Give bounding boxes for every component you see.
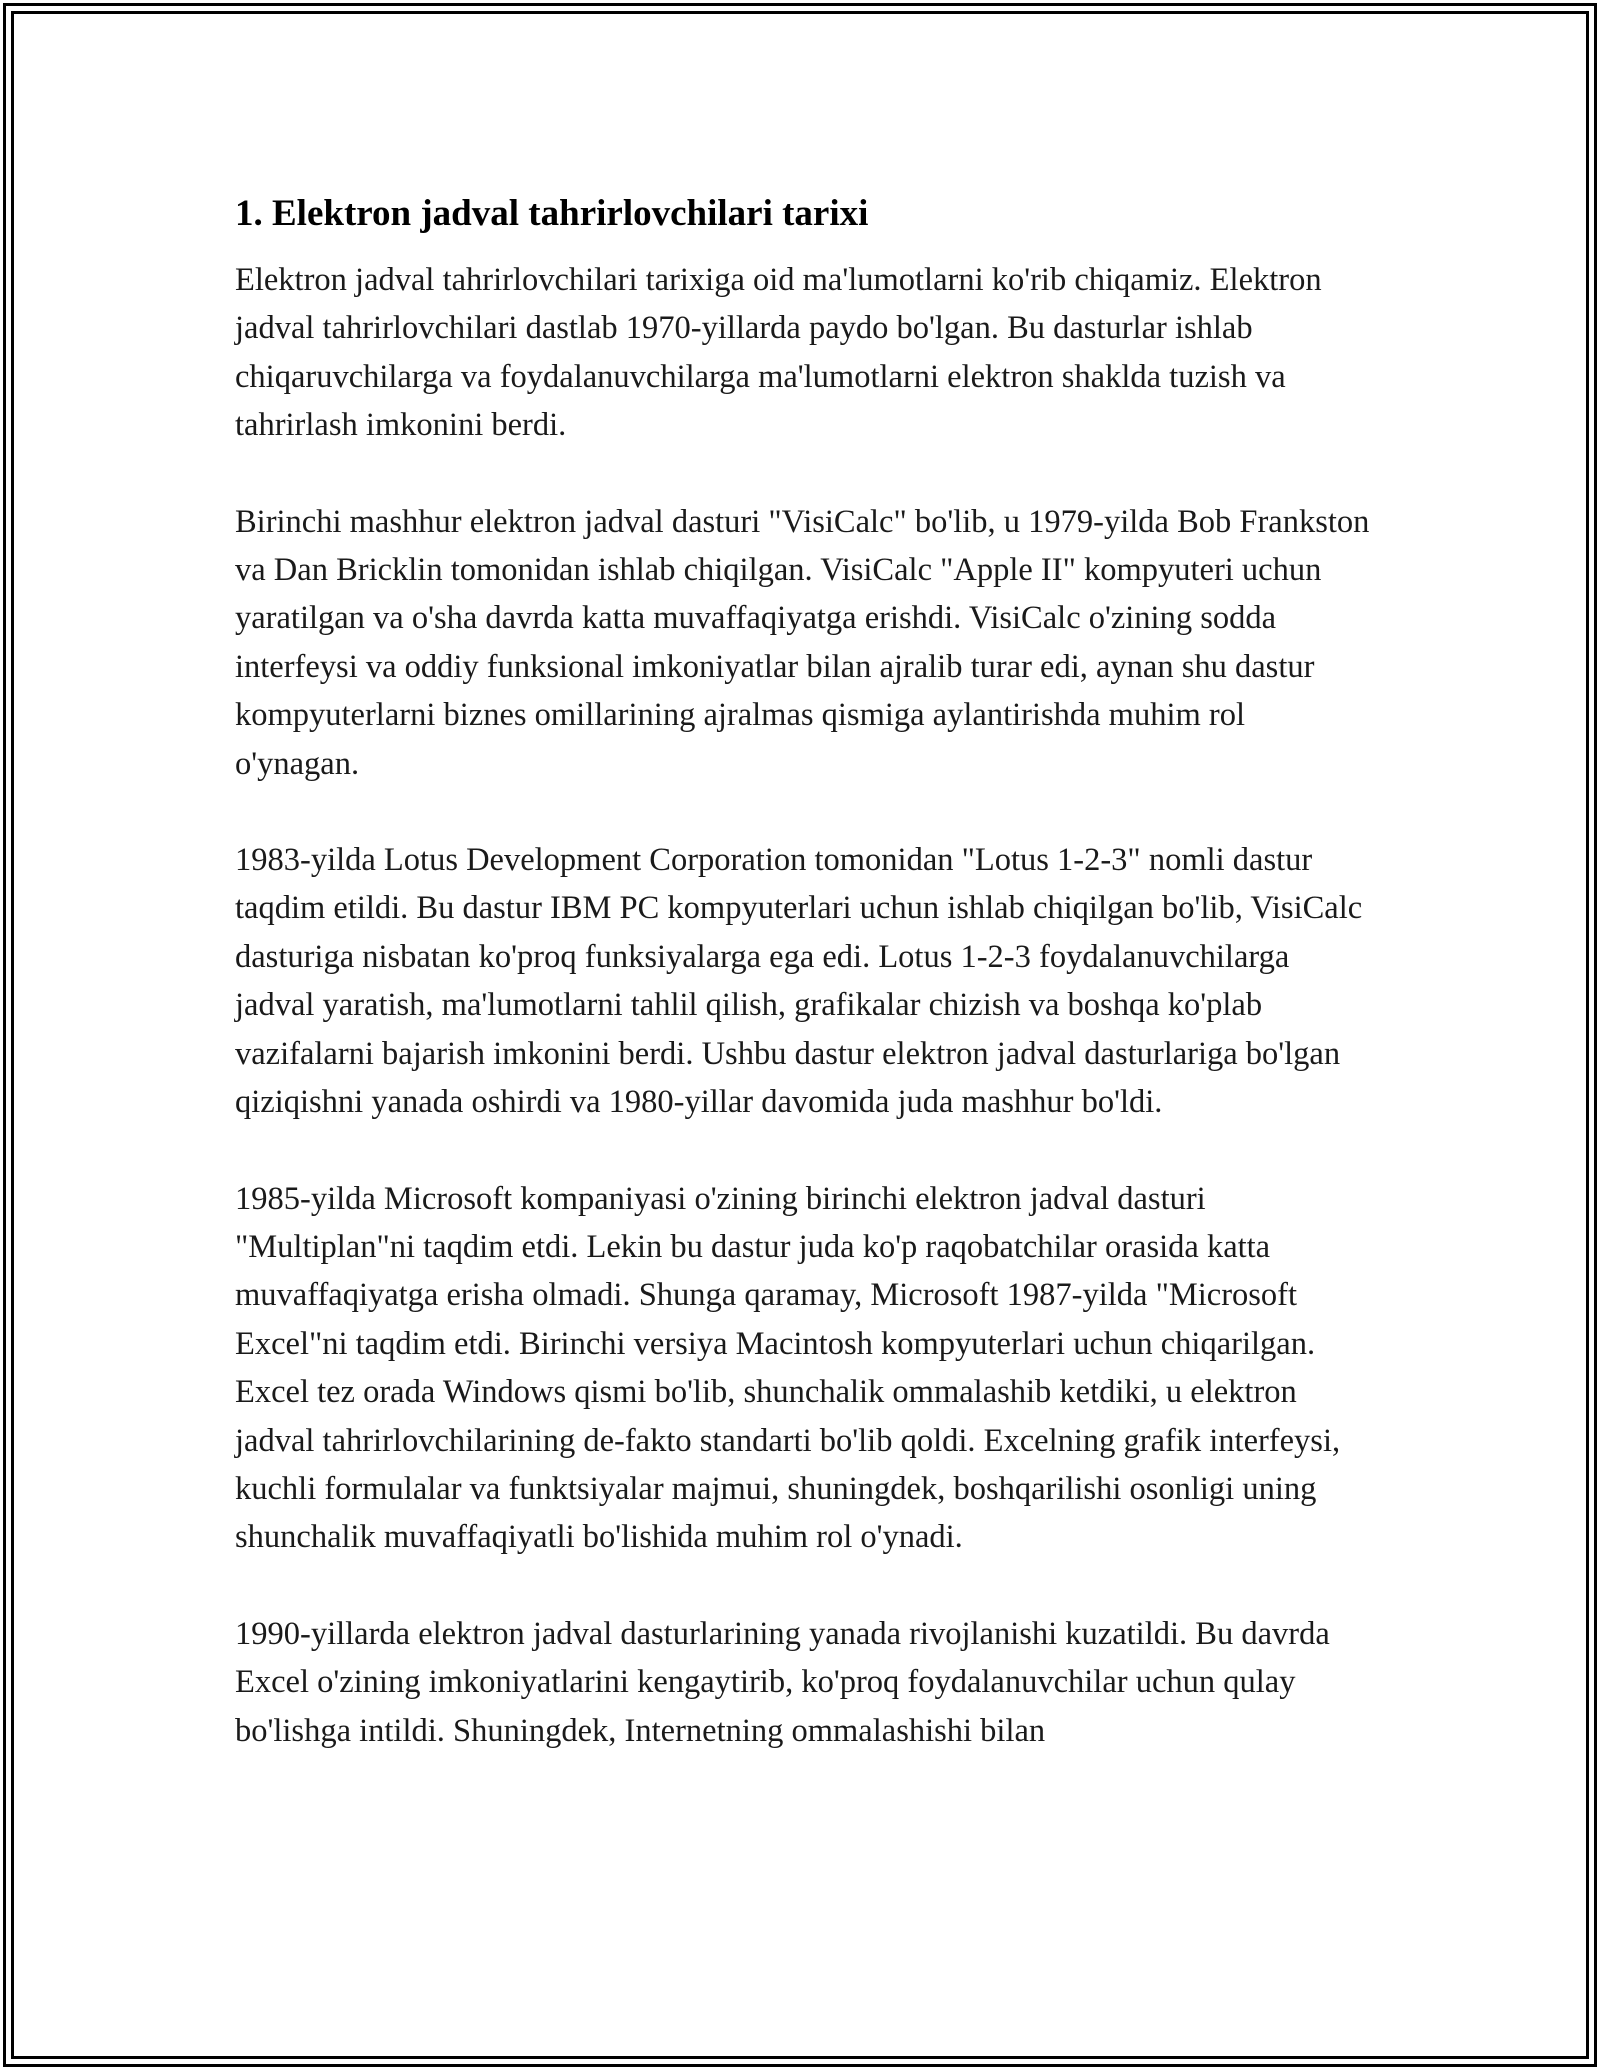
paragraph-1990s: 1990-yillarda elektron jadval dasturlarining yanada rivojlanishi kuzatildi. Bu davrda Excel o'zining imkoniyatlarini kengaytirib, ko'proq foydalanuvchilar uchun qulay bo'lishga intildi. Shuningdek, Internetning ommalashishi bilan <box>235 1615 1330 1749</box>
section-heading: 1. Elektron jadval tahrirlovchilari tarixi <box>235 193 869 234</box>
paragraph-excel: 1985-yilda Microsoft kompaniyasi o'zining birinchi elektron jadval dasturi "Multiplan"ni taqdim etdi. Lekin bu dastur juda ko'p raqobatchilar orasida katta muvaffaqiyatga erisha olmadi. Shunga qaramay, Microsoft 1987-yilda "Microsoft Excel"ni taqdim etdi. Birinchi versiya Macintosh kompyuterlari uchun chiqarilgan. Excel tez orada Windows qismi bo'lib, shunchalik ommalashib ketdiki, u elektron jadval tahrirlovchilarining de-fakto standarti bo'lib qoldi. Excelning grafik interfeysi, kuchli formulalar va funktsiyalar majmui, shuningdek, boshqarilishi osonligi uning shunchalik muvaffaqiyatli bo'lishida muhim rol o'ynadi. <box>235 1180 1341 1556</box>
paragraph-intro: Elektron jadval tahrirlovchilari tarixiga oid ma'lumotlarni ko'rib chiqamiz. Elektron jadval tahrirlovchilari dastlab 1970-yillarda paydo bo'lgan. Bu dasturlar ishlab chiqaruvchilarga va foydalanuvchilarga ma'lumotlarni elektron shaklda tuzish va tahrirlash imkonini berdi. <box>235 262 1322 444</box>
paragraph-lotus: 1983-yilda Lotus Development Corporation tomonidan "Lotus 1-2-3" nomli dastur taqdim etildi. Bu dastur IBM PC kompyuterlari uchun ishlab chiqilgan bo'lib, VisiCalc dasturiga nisbatan ko'proq funksiyalarga ega edi. Lotus 1-2-3 foydalanuvchilarga jadval yaratish, ma'lumotlarni tahlil qilish, grafikalar chizish va boshqa ko'plab vazifalarni bajarish imkonini berdi. Ushbu dastur elektron jadval dasturlariga bo'lgan qiziqishni yanada oshirdi va 1980-yillar davomida juda mashhur bo'ldi. <box>235 842 1363 1121</box>
paragraph-visicalc: Birinchi mashhur elektron jadval dasturi "VisiCalc" bo'lib, u 1979-yilda Bob Frankston va Dan Bricklin tomonidan ishlab chiqilgan. VisiCalc "Apple II" kompyuteri uchun yaratilgan va o'sha davrda katta muvaffaqiyatga erishdi. VisiCalc o'zining sodda interfeysi va oddiy funksional imkoniyatlar bilan ajralib turar edi, aynan shu dastur kompyuterlarni biznes omillarining ajralmas qismiga aylantirishda muhim rol o'ynagan. <box>235 503 1370 782</box>
document-body <box>235 188 1370 1803</box>
